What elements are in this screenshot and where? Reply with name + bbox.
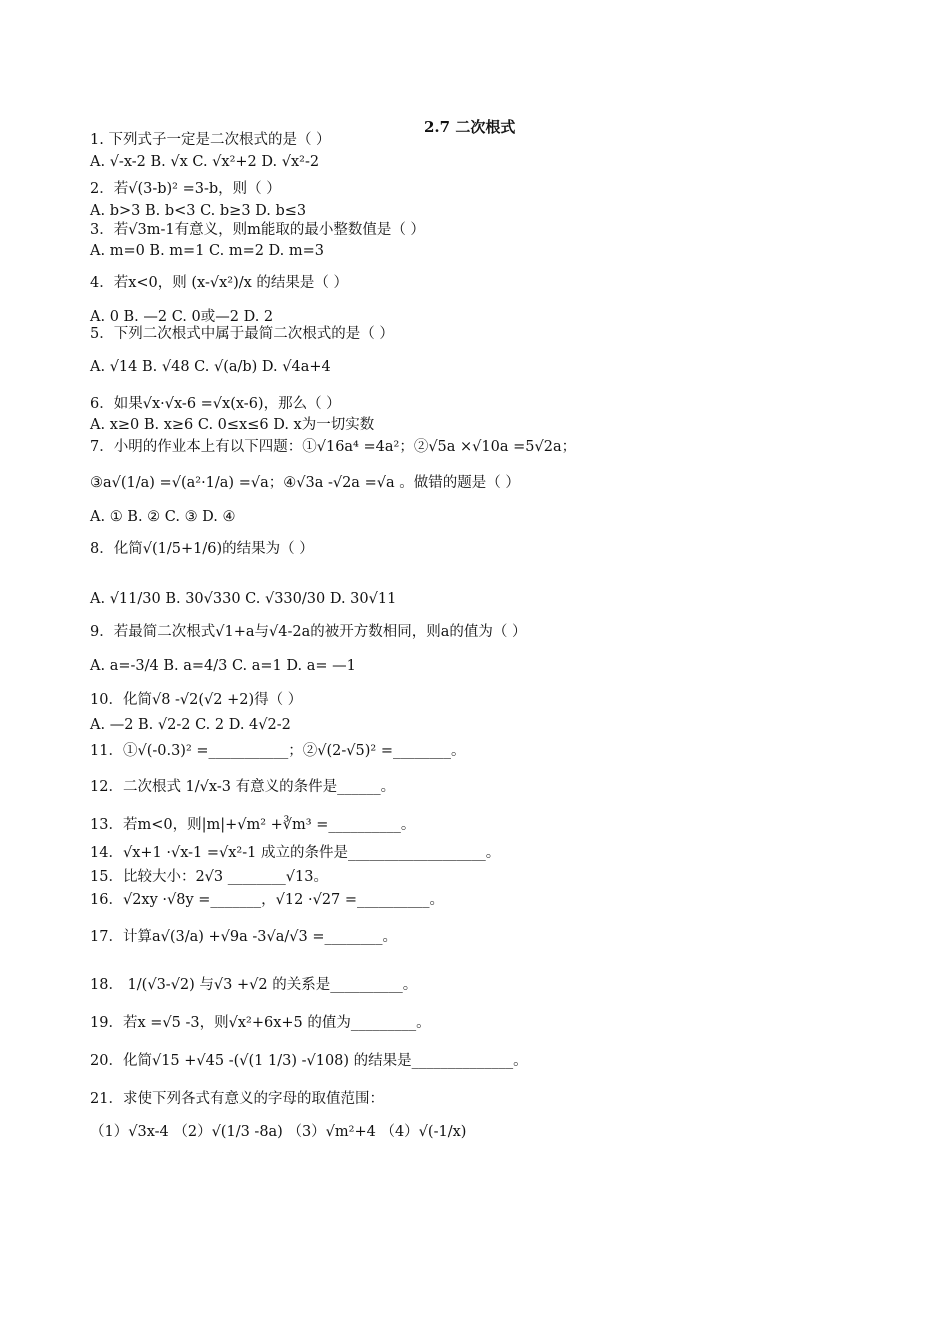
q4-options: A. 0 B. —2 C. 0或—2 D. 2: [90, 309, 274, 325]
q20: 20．化简√15 +√45 -(√(1 1/3) -√108) 的结果是______________。: [90, 1053, 528, 1069]
q2-stem: 2．若√(3-b)² =3-b，则（ ）: [90, 181, 281, 197]
q16: 16．√2xy ·√8y =_______，√12 ·√27 =__________。: [90, 892, 445, 908]
q4-stem: 4．若x<0，则 (x-√x²)/x 的结果是（ ）: [90, 275, 349, 291]
q7-options: A. ① B. ② C. ③ D. ④: [90, 509, 236, 525]
q19: 19．若x =√5 -3，则√x²+6x+5 的值为_________。: [90, 1015, 431, 1031]
q15: 15．比较大小：2√3 ________√13。: [90, 869, 328, 885]
q1-options: A. √-x-2 B. √x C. √x²+2 D. √x²-2: [90, 154, 320, 170]
q14: 14．√x+1 ·√x-1 =√x²-1 成立的条件是___________________。: [90, 845, 501, 861]
q6-stem: 6．如果√x·√x-6 =√x(x-6)，那么（ ）: [90, 396, 341, 412]
q3-stem: 3．若√3m-1有意义，则m能取的最小整数值是（ ）: [90, 222, 425, 238]
q21-options: （1）√3x-4 （2）√(1/3 -8a) （3）√m²+4 （4）√(-1/x): [90, 1124, 467, 1140]
q2-options: A. b>3 B. b<3 C. b≥3 D. b≤3: [90, 203, 307, 219]
q11: 11．①√(-0.3)² =___________；②√(2-√5)² =________。: [90, 743, 466, 759]
q9-stem: 9．若最简二次根式√1+a与√4-2a的被开方数相同，则a的值为（ ）: [90, 624, 527, 640]
q7-stem: 7．小明的作业本上有以下四题：①√16a⁴ =4a²；②√5a ×√10a =5√2a；: [90, 439, 577, 455]
q1-stem: 1. 下列式子一定是二次根式的是（ ）: [90, 132, 331, 148]
q18: 18． 1/(√3-√2) 与√3 +√2 的关系是__________。: [90, 977, 418, 993]
q10-options: A. —2 B. √2-2 C. 2 D. 4√2-2: [90, 717, 291, 733]
page-title: 2.7 二次根式: [424, 118, 516, 136]
q6-options: A. x≥0 B. x≥6 C. 0≤x≤6 D. x为一切实数: [90, 417, 375, 433]
q5-options: A. √14 B. √48 C. √(a/b) D. √4a+4: [90, 359, 331, 375]
q21-stem: 21．求使下列各式有意义的字母的取值范围：: [90, 1091, 384, 1107]
q5-stem: 5．下列二次根式中属于最简二次根式的是（ ）: [90, 326, 394, 342]
q17: 17．计算a√(3/a) +√9a -3√a/√3 =________。: [90, 929, 397, 945]
q13: 13．若m<0，则|m|+√m² +∛m³ =__________。: [90, 817, 416, 833]
q3-options: A. m=0 B. m=1 C. m=2 D. m=3: [90, 243, 325, 259]
q8-options: A. √11/30 B. 30√330 C. √330/30 D. 30√11: [90, 591, 397, 607]
q12: 12．二次根式 1/√x-3 有意义的条件是______。: [90, 779, 396, 795]
q8-stem: 8．化简√(1/5+1/6)的结果为（ ）: [90, 541, 314, 557]
q9-options: A. a=-3/4 B. a=4/3 C. a=1 D. a= —1: [90, 658, 356, 674]
q7-continued: ③a√(1/a) =√(a²·1/a) =√a；④√3a -√2a =√a 。做错的题是（ ）: [90, 475, 520, 491]
q10-stem: 10．化简√8 -√2(√2 +2)得（ ）: [90, 692, 303, 708]
